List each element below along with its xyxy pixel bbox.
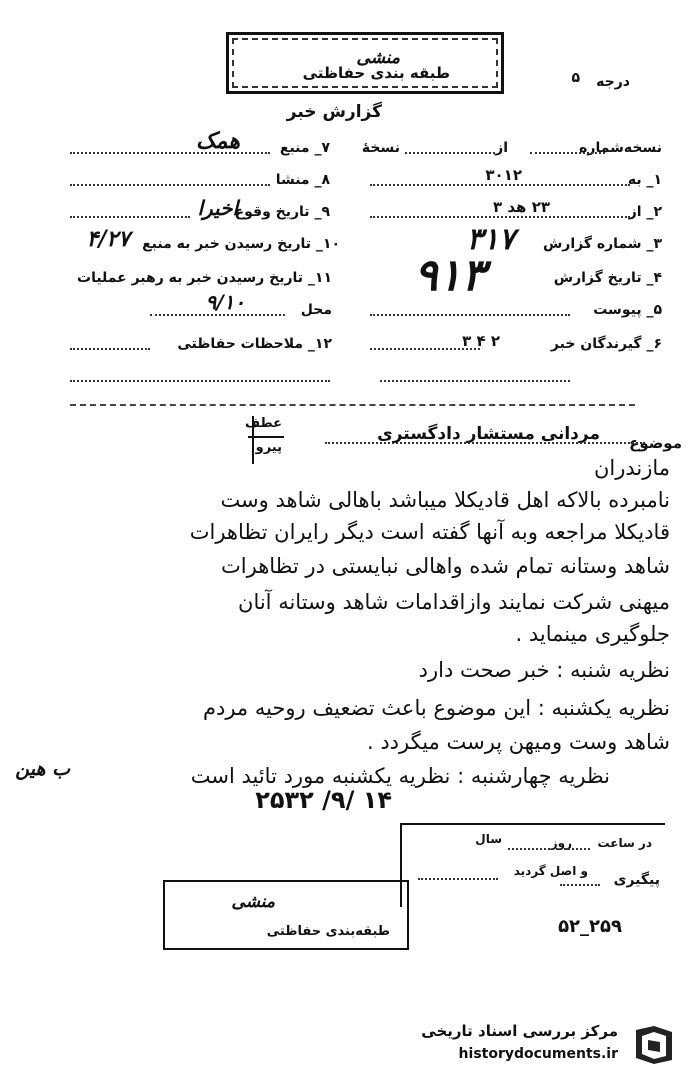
security-notes-dots: [70, 346, 150, 350]
opinion-wednesday: نظریه چهارشنبه : نظریه یکشنبه مورد تائید است: [190, 764, 610, 788]
date-occurrence-dots: [70, 214, 190, 218]
from-label: از: [495, 140, 508, 156]
watermark-text-fa: مرکز بررسی اسناد تاریخی: [421, 1022, 618, 1040]
copy-number-label: نسخه‌شماره: [579, 140, 662, 156]
date-occurrence-label: ۹_ تاریخ وقوع: [234, 204, 330, 220]
place-label: محل: [300, 302, 332, 318]
watermark-text-en: historydocuments.ir: [458, 1046, 618, 1062]
body-line-1: مازندران: [593, 456, 670, 480]
body-line-4: شاهد وستانه تمام شده واهالی نبایستی در تظاهرات: [221, 554, 670, 578]
hour-label: در ساعت: [597, 836, 652, 850]
degree-label: درجه: [596, 74, 630, 90]
degree-value: ۵: [571, 70, 580, 86]
extra-dots-left: [70, 378, 330, 382]
source-dots: [70, 150, 270, 154]
document-number: ۵۲_۲۵۹: [558, 916, 622, 937]
subject-label: موضوع: [629, 434, 682, 452]
extra-dots-right: [380, 378, 570, 382]
followup-dots: [560, 882, 600, 886]
recipients-value: ۲ ۴ ۳: [462, 332, 500, 350]
signature-word: ب هین: [15, 758, 70, 780]
to-value: ۳۰۱۲: [485, 166, 522, 184]
handwritten-numbers: ۹۱۳: [414, 250, 485, 301]
opinion-sunday: نظریه یکشنبه : این موضوع باعث تضعیف روحیه مردم: [202, 696, 670, 720]
report-number-value: ۳۱۷: [466, 222, 515, 257]
ops-date-label: ۱۱_ تاریخ رسیدن خبر به رهبر عملیات: [77, 270, 332, 286]
attachment-dots: [370, 312, 570, 316]
attachment-label: ۵_ پیوست: [593, 302, 662, 318]
subject-note-top: عطف: [244, 416, 282, 431]
source-value: همک: [195, 128, 240, 154]
day-dots: [508, 846, 558, 850]
subject-dots: [325, 440, 645, 444]
copy-label: نسخهٔ: [361, 140, 400, 156]
day-label: روز: [550, 836, 572, 850]
separator-line: [70, 404, 635, 406]
subject-vertical-rule: [252, 416, 254, 464]
received-date-value: ۴/۲۷: [86, 226, 130, 252]
year-label: سال: [475, 832, 502, 846]
report-number-label: ۳_ شماره گزارش: [542, 236, 662, 252]
classification-label: طبقه بندی حفاظتی: [302, 64, 450, 82]
opinion-saturday: نظریه شنبه : خبر صحت دارد: [418, 658, 670, 682]
to-label: ۱_ به: [627, 172, 662, 188]
received-date-label: ۱۰_ تاریخ رسیدن خبر به منبع: [142, 236, 340, 252]
control-label: و اصل گردید: [513, 864, 588, 878]
body-line-6: جلوگیری مینماید .: [515, 622, 670, 646]
opinion-sunday-cont: شاهد وست ومیهن پرست میگردد .: [366, 730, 670, 754]
recipients-label: ۶_ گیرندگان خبر: [550, 336, 662, 352]
stamp-scribble: منشی: [356, 48, 400, 68]
place-value: ۹/۱۰: [205, 290, 245, 314]
watermark: [418, 1018, 688, 1072]
origin-label: ۸_ منشا: [275, 172, 330, 188]
origin-dots: [70, 182, 270, 186]
body-line-3: قادیکلا مراجعه وبه آنها گفته است دیگر رایران تظاهرات: [189, 520, 670, 544]
bottom-classification-stamp: [163, 880, 409, 950]
page-title: گزارش خبر: [286, 102, 382, 122]
date-occurrence-value: اخیرا: [197, 196, 238, 220]
body-line-2: نامبرده بالاکه اهل قادیکلا میباشد باهالی شاهد وست: [220, 488, 670, 512]
handwritten-date: ۲۵۳۲ /۹/ ۱۴: [255, 786, 392, 814]
from2-value: ۲۳ هد ۳: [493, 198, 550, 216]
subject-note-bottom: پیرو: [255, 440, 282, 455]
bottom-stamp-label: طبقه‌بندی حفاظتی: [266, 924, 390, 939]
subject-text: مردانی مستشار دادگستری: [377, 424, 600, 444]
report-date-label: ۴_ تاریخ گزارش: [553, 270, 662, 286]
from2-label: ۲_ از: [628, 204, 662, 220]
security-notes-label: ۱۲_ ملاحظات حفاظتی: [177, 336, 332, 352]
source-label: ۷_ منبع: [279, 140, 330, 156]
hour-dots: [560, 846, 590, 850]
followup-label: پیگیری: [613, 872, 660, 888]
from-dots: [405, 150, 495, 154]
control-dots: [418, 876, 498, 880]
body-line-5: میهنی شرکت نمایند وازاقدامات شاهد وستانه آنان: [238, 590, 670, 614]
archive-logo-icon: [630, 1022, 678, 1068]
bottom-stamp-scribble: منشی: [231, 892, 275, 912]
copy-number-dots: [530, 150, 605, 154]
